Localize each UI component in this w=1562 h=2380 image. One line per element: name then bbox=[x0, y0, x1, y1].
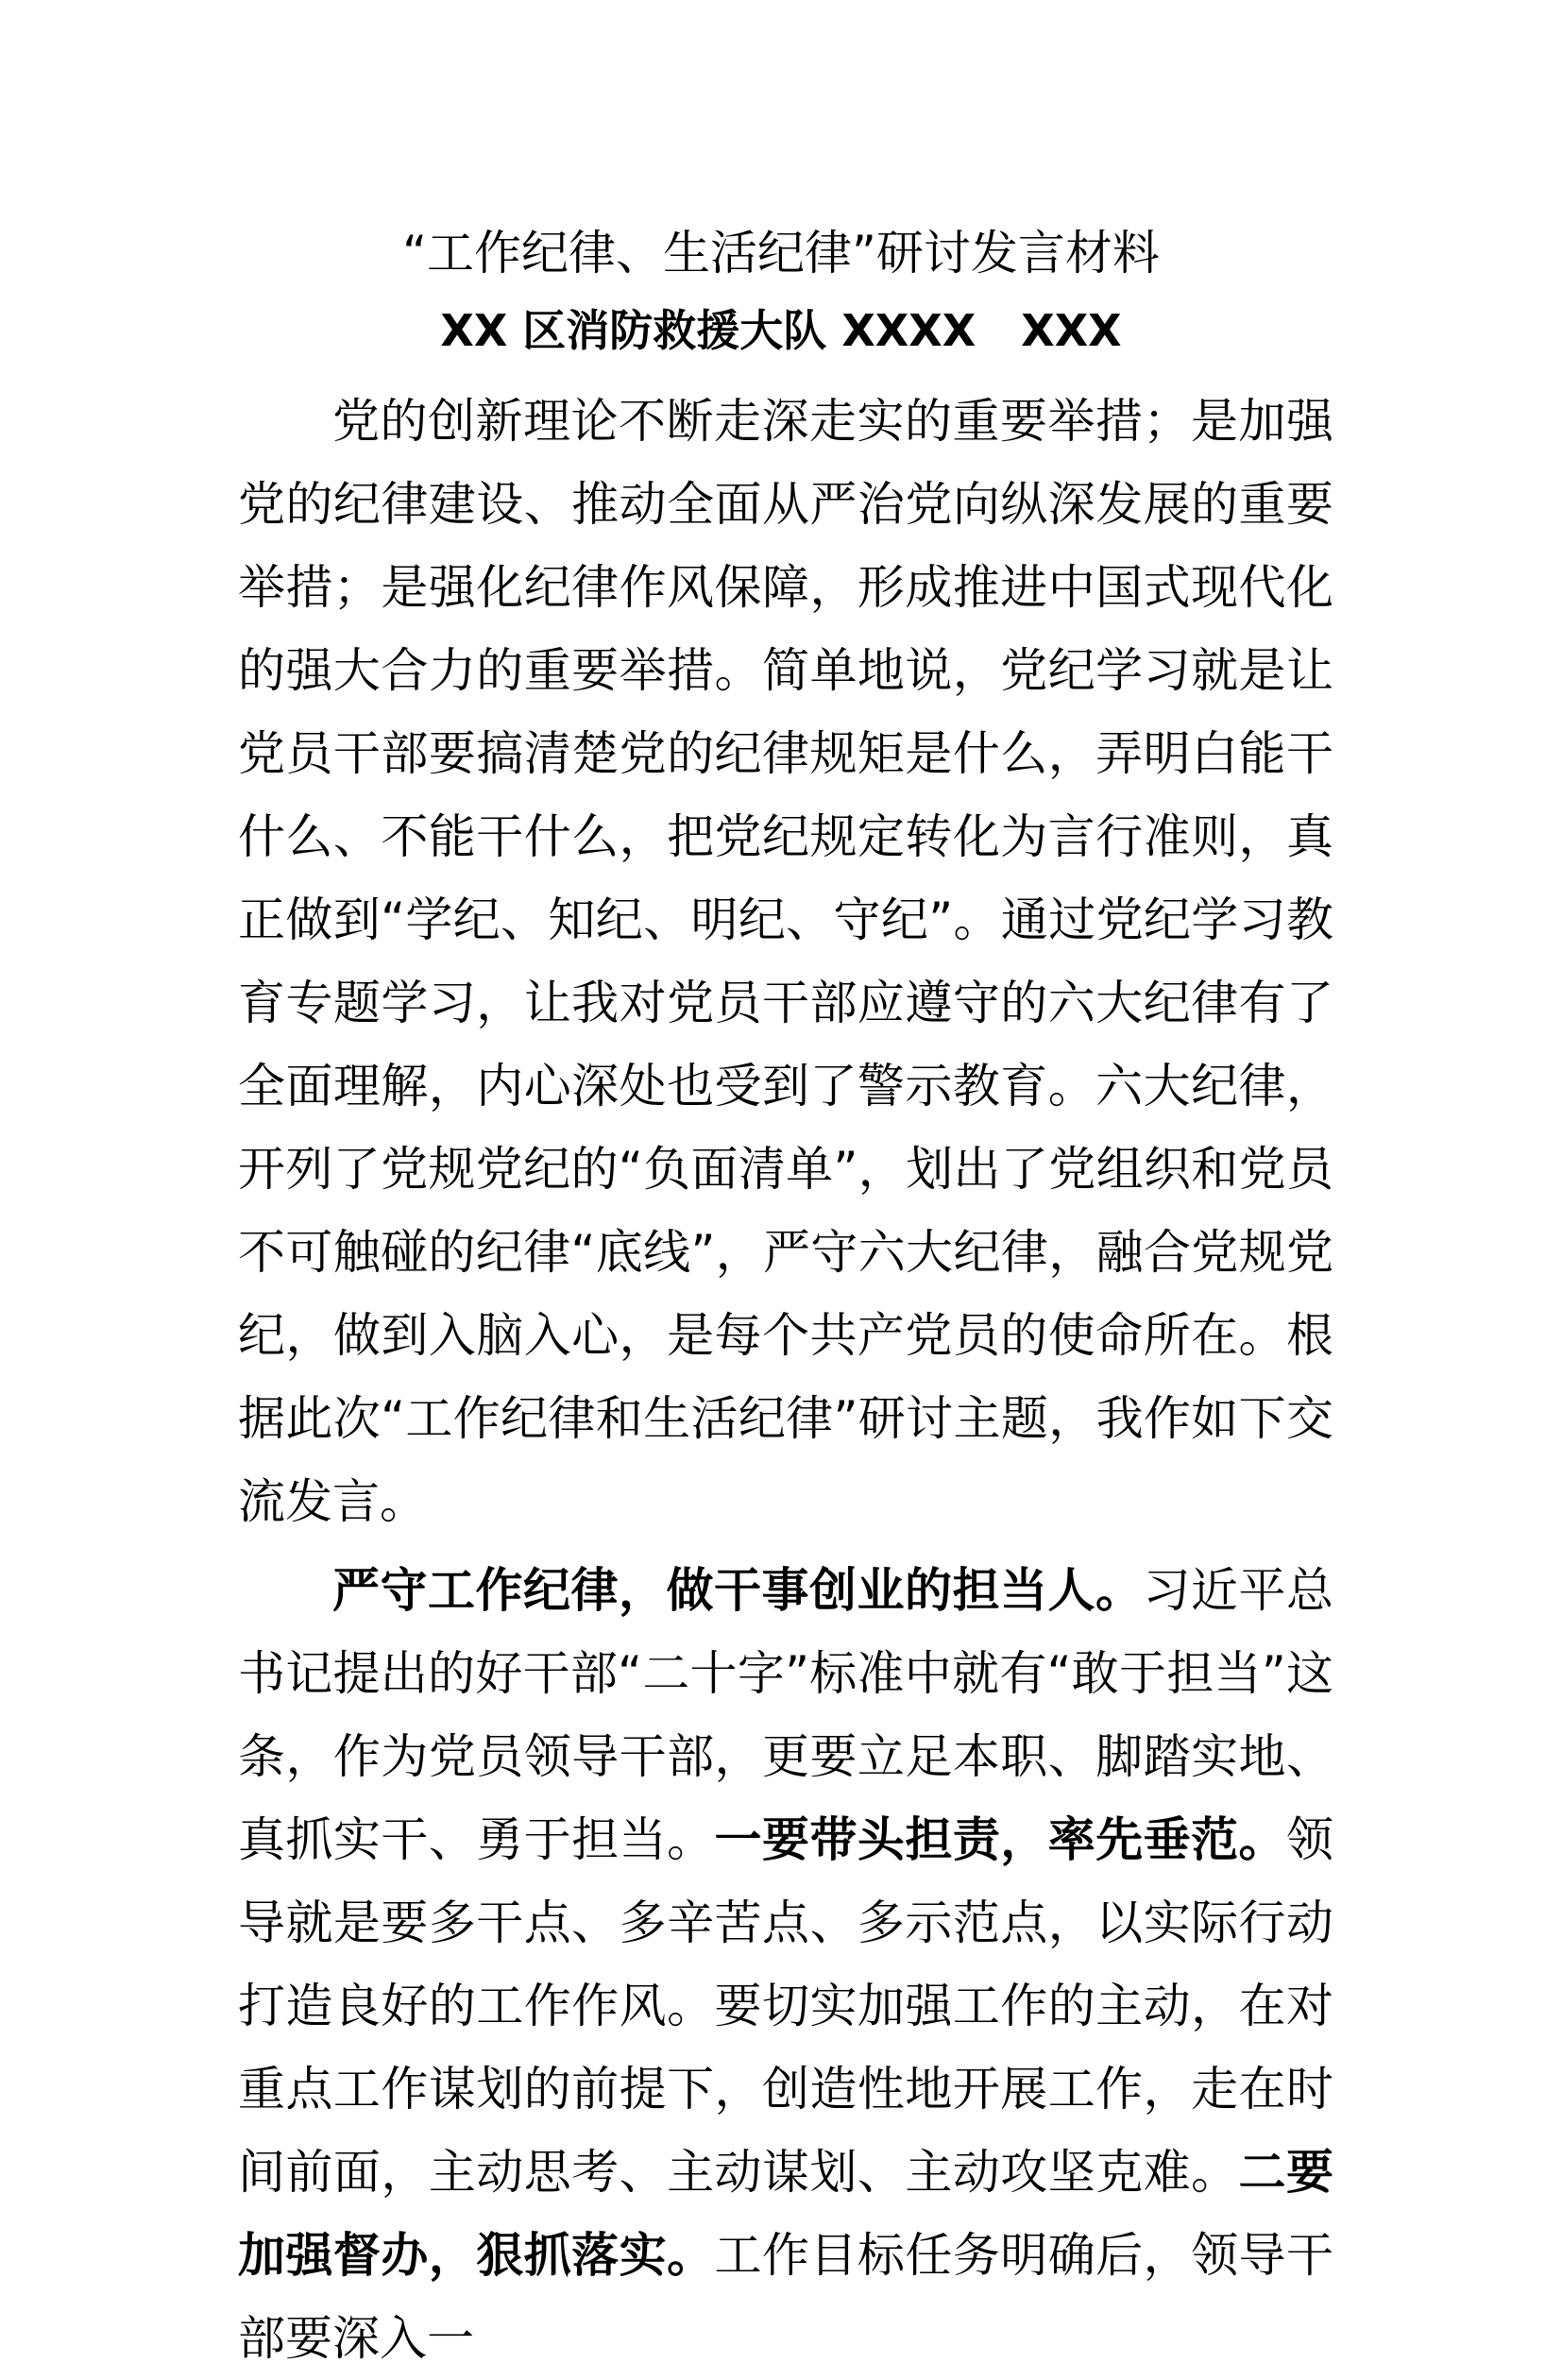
section-heading: 严守工作纪律，做干事创业的担当人。 bbox=[332, 1563, 1144, 1618]
paragraph-text: 领导就是要多干点、多辛苦点、多示范点，以实际行动打造良好的工作作风。要切实加强工作的主动，在对重点工作谋划的前提下，创造性地开展工作，走在时间前面，主动思考、主动谋划、主动攻坚克难。 bbox=[238, 1812, 1334, 2200]
document-author: XX 区消防救援大队 XXXX XXX bbox=[440, 305, 1122, 356]
paragraph-text: 习近平总书记提出的好干部“二十字”标准中就有“敢于担当”这条，作为党员领导干部，更要立足本职、脚踏实地、真抓实干、勇于担当。 bbox=[238, 1563, 1333, 1867]
paragraph-text: 工作目标任务明确后，领导干部要深入一 bbox=[238, 2228, 1334, 2366]
point-heading: 一要带头担责，率先垂范。 bbox=[714, 1812, 1287, 1867]
point-heading: 二要加强督办，狠抓落实。 bbox=[238, 2145, 1334, 2283]
paragraph-work-discipline bbox=[238, 1549, 1333, 2380]
paragraph-intro: 党的创新理论不断走深走实的重要举措；是加强党的纪律建设、推动全面从严治党向纵深发展的重要举措；是强化纪律作风保障，形成推进中国式现代化的强大合力的重要举措。简单地说，党纪学习就是让党员干部要搞清楚党的纪律规矩是什么，弄明白能干什么、不能干什么，把党纪规定转化为言行准则，真正做到“学纪、知纪、明纪、守纪”。通过党纪学习教育专题学习，让我对党员干部应遵守的六大纪律有了全面理解，内心深处也受到了警示教育。六大纪律，开列了党规党纪的“负面清单”，划出了党组织和党员不可触碰的纪律“底线”，严守六大纪律，融合党规党纪，做到入脑入心，是每个共产党员的使命所在。根据此次“工作纪律和生活纪律”研讨主题，我作如下交流发言。 bbox=[238, 394, 1333, 1529]
document-body bbox=[238, 380, 1333, 2380]
document-title: “工作纪律、生活纪律”研讨发言材料 bbox=[402, 226, 1160, 280]
